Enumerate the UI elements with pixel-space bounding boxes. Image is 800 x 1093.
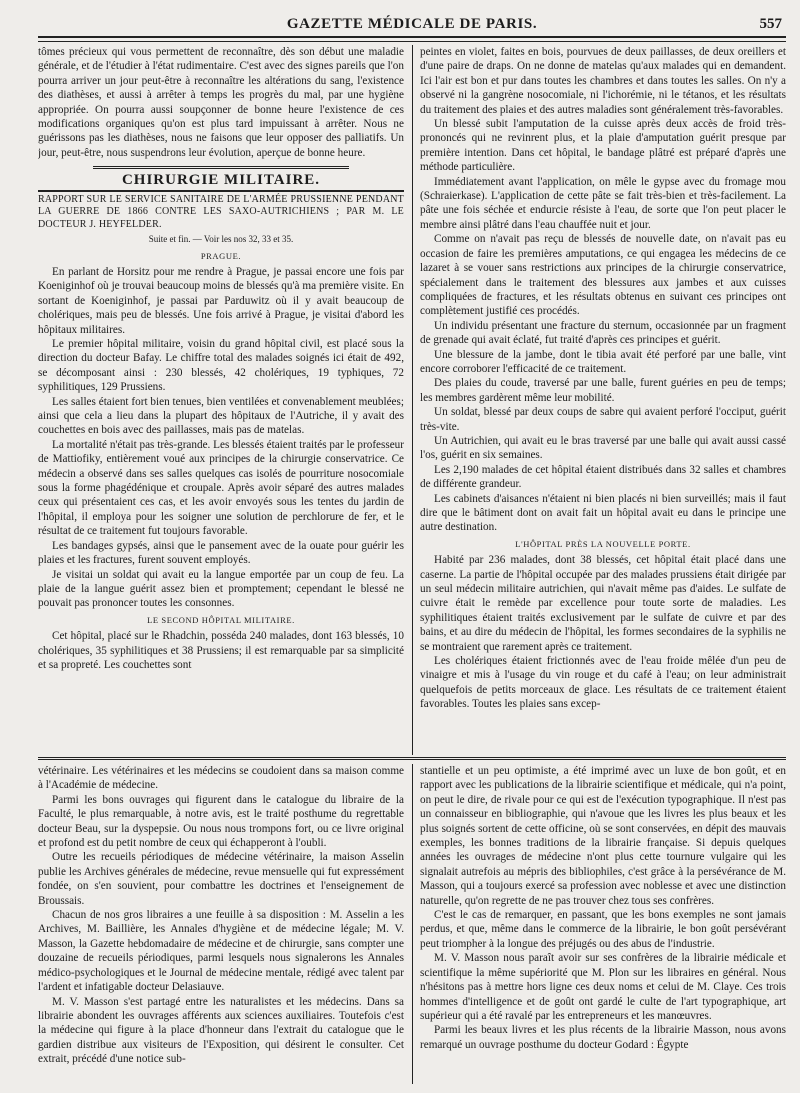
report-title: RAPPORT SUR LE SERVICE SANITAIRE DE L'ARMÉE PRUSSIENNE PENDANT LA GUERRE DE 1866 CONTRE LES SAXO-AUTRICHIENS ; PAR M. LE DOCTEUR J. HEYFELDER.: [38, 193, 404, 230]
intro-paragraph: tômes précieux qui vous permettent de reconnaître, dès son début une maladie générale, et de l'étudier à l'état rudimentaire. C'est avec des signes pareils que l'on pourra arriver un jour peut-être à reconnaître les altérations du sang, l'existence des diathèses, et aussi à arrêter à temps les progrès du mal, par une hygiène appropriée. On pourra aussi soupçonner de bonne heure l'existence de ces modifications organiques qu'on est plus tard impuissant à arrêter. Nous ne guérissons pas les diathèses, nous ne faisons que leur opposer des palliatifs. Un jour, peut-être, nous suspendrons leur évolution, aperçue de bonne heure.: [38, 46, 404, 159]
paragraph: Des plaies du coude, traversé par une balle, furent guéries en peu de temps; les membres gardèrent même leur mobilité.: [420, 377, 786, 404]
paragraph: vétérinaire. Les vétérinaires et les médecins se coudoient dans sa maison comme à l'Académie de médecine.: [38, 765, 404, 792]
paragraph: Les 2,190 malades de cet hôpital étaient distribués dans 32 salles et chambres de différente grandeur.: [420, 463, 786, 491]
paragraph: Je visitai un soldat qui avait eu la langue emportée par un coup de feu. La plaie de la langue guérit assez bien et promptement; cependant le blessé ne pouvait pas prononcer toutes les consonnes.: [38, 568, 404, 610]
journal-title: GAZETTE MÉDICALE DE PARIS.: [286, 16, 538, 32]
paragraph: Outre les recueils périodiques de médecine vétérinaire, la maison Asselin publie les Archives générales de médecine, revue mensuelle qui fut expressément fondée, on s'en souvient, pour combattre les doctrines et l'enseignement de Broussais.: [38, 851, 404, 907]
paragraph: Chacun de nos gros libraires a une feuille à sa disposition : M. Asselin a les Archives, M. Baillière, les Annales d'hygiène et de médecine légale; M. V. Masson, la Gazette hebdomadaire de médecine et de chirurgie, sans compter une douzaine de recueils périodiques, parmi lesquels nous signalerons les Annales médico-psychologiques et le Journal de médecine mentale, rédigé avec talent par l'ardent et infatigable docteur Delasiauve.: [38, 909, 404, 994]
upper-columns: [38, 45, 786, 755]
porte-heading: L'HÔPITAL PRÈS LA NOUVELLE PORTE.: [515, 538, 691, 549]
paragraph: peintes en violet, faites en bois, pourvues de deux paillasses, de deux oreillers et d'une paire de draps. On ne donne de matelas qu'aux malades qui en demandent. Ici l'air est bon et pur dans toutes les chambres et dans toutes les salles. On n'y a observé ni la gangrène nosocomiale, ni l'ichorémie, ni le tétanos, et les résultats du traitement des plaies et des autres maladies sont généralement très-favorables.: [420, 46, 786, 116]
paragraph: Immédiatement avant l'application, on mêle le gypse avec du fromage mou (Schraierkase). L'application de cette pâte se fait très-bien et très-facilement. La pâte une fois séchée et endurcie résiste à l'eau, de sorte que l'on peut placer le membre ainsi plâtré dans l'eau chauffée nuit et jour.: [420, 175, 786, 231]
paragraph: Le premier hôpital militaire, voisin du grand hôpital civil, est placé sous la direction du docteur Bafay. Le chiffre total des malades soignés ici était de 492, se décomposant ainsi : 230 blessés, 42 cholériques, 19 typhiques, 72 syphilitiques, 129 Prussiens.: [38, 338, 404, 394]
page-number: 557: [759, 16, 782, 32]
paragraph: En parlant de Horsitz pour me rendre à Prague, je passai encore une fois par Koeniginhof où je trouvai beaucoup moins de blessés qu'à ma première visite. En sortant de Koeniginhof, je passai par Parduwitz où il y avait beaucoup de cholériques, mais peu de blessés. Une fois arrivé à Prague, je visitai d'abord les hôpitaux militaires.: [38, 265, 404, 336]
paragraph: Une blessure de la jambe, dont le tibia avait été perforé par une balle, vint encore corroborer l'efficacité de ce traitement.: [420, 348, 786, 375]
lower-left-column: [38, 764, 404, 1084]
section-divider: [93, 166, 349, 169]
paragraph: Un blessé subit l'amputation de la cuisse après deux accès de froid très-prononcés qui ne revinrent plus, et la plaie d'amputation guérit presque par première intention. Dans cet hôpital, le bandage plâtré est préparé d'après une méthode particulière.: [420, 118, 786, 174]
section-title: CHIRURGIE MILITAIRE.: [38, 173, 404, 191]
paragraph: Cet hôpital, placé sur le Rhadchin, posséda 240 malades, dont 163 blessés, 10 cholériques, 35 syphilitiques et 38 Prussiens; il est remarquable par sa simplicité et sa propreté. Les couchettes sont: [38, 630, 404, 671]
paragraph: Parmi les beaux livres et les plus récents de la librairie Masson, nous avons remarqué un ouvrage posthume du docteur Godard : Égypte: [420, 1024, 786, 1051]
paragraph: Habité par 236 malades, dont 38 blessés, cet hôpital était placé dans une caserne. La partie de l'hôpital occupée par des malades prussiens était dirigée par un seul médecin militaire autrichien, qui n'avait même pas d'aides. Le sulfate de cuivre était le remède par excellence pour toute sorte de maladies. Les syphilitiques étaient traités exclusivement par le sulfate de cuivre et par des bains, et au dire du médecin de l'hôpital, les formes secondaires de la syphilis ne se montraient que rarement après ce traitement.: [420, 554, 786, 653]
paragraph: Un soldat, blessé par deux coups de sabre qui avaient perforé l'occiput, guérit très-vite.: [420, 406, 786, 433]
paragraph: Les bandages gypsés, ainsi que le pansement avec de la ouate pour guérir les plaies et les fractures, furent souvent employés.: [38, 539, 404, 567]
lower-right-column: [420, 764, 786, 1084]
suite-note: Suite et fin. — Voir les nos 32, 33 et 35.: [148, 234, 294, 245]
paragraph: Les cabinets d'aisances n'étaient ni bien placés ni bien surveillés; mais il faut dire que le bâtiment dont on avait fait un hôpital avait eu dans le principe une autre destination.: [420, 492, 786, 534]
paragraph: Un individu présentant une fracture du sternum, occasionnée par un fragment de grenade qui avait éclaté, fut traité d'après ces principes et guérit.: [420, 319, 786, 347]
paragraph: stantielle et un peu optimiste, a été imprimé avec un luxe de bon goût, et en rapport avec les publications de la librairie scientifique et médicale, qui n'a point, on peut le dire, de rivale pour ce qui est de l'exécution typographique. Il n'est pas un connaisseur en bibliographie, qui n'avoue que les livres les plus beaux et les plus soignés sortent de cette officine, où se sont conservées, en dépit des mauvais exemples, les bonnes traditions de la librairie française. Si depuis quelques années les ouvrages de médecine n'ont plus cette tournure vulgaire qui les signalait autrefois au mépris des bibliophiles, c'est grâce à la persévérance de M. Masson, qui a toujours exercé sa profession avec noblesse et avec une distinction naturelle, qu'on regrette de ne pas trouver chez tous ses confrères.: [420, 765, 786, 907]
paragraph: Un Autrichien, qui avait eu le bras traversé par une balle qui avait aussi cassé l'os, guérit en six semaines.: [420, 434, 786, 462]
paragraph: C'est le cas de remarquer, en passant, que les bons exemples ne sont jamais perdus, et que, même dans le commerce de la librairie, le bon goût persévérant peut triompher à la longue des préjugés ou des abus de l'industrie.: [420, 909, 786, 950]
paragraph: M. V. Masson s'est partagé entre les naturalistes et les médecins. Dans sa librairie abondent les ouvrages afférents aux sciences auxiliaires. Toutefois c'est la médecine qui figure à la place d'honneur dans l'extrait du catalogue que le gardien distribue aux visiteurs de l'Exposition, qui désirent le consulter. Cet extrait, précédé d'une notice sub-: [38, 995, 404, 1066]
column-rule: [412, 764, 413, 1084]
page-header: [38, 14, 786, 38]
left-column: [38, 45, 404, 755]
prague-heading: PRAGUE.: [200, 250, 242, 261]
paragraph: La mortalité n'était pas très-grande. Les blessés étaient traités par le professeur de Mattiofiky, entièrement voué aux principes de la chirurgie conservatrice. Ce médecin a observé dans ses salles quelques cas isolés de pourriture nosocomiale sous la forme phagédénique et croupale. Après avoir séparé des autres malades ceux qui présentaient ces cas, et les avoir envoyés sous les tentes du jardin de l'hôpital, il employa pour les soigner une solution de perchlorure de fer, et le résultat de ce traitement fut toujours favorable.: [38, 438, 404, 538]
paragraph: Parmi les bons ouvrages qui figurent dans le catalogue du libraire de la Faculté, le plus remarquable, à notre avis, est le traité posthume du regrettable docteur Beau, sur la dyspepsie. Ou nous nous trompons fort, ou ce livre original et profond est du petit nombre de ceux qui échapperont à l'oubli.: [38, 793, 404, 850]
second-hospital-heading: LE SECOND HÔPITAL MILITAIRE.: [147, 614, 295, 625]
paragraph: Les cholériques étaient frictionnés avec de l'eau froide mêlée d'un peu de vinaigre et mis à l'usage du vin rouge et du café à l'eau; on leur administrait quelquefois de petits morceaux de glace. Les résultats de ce traitement étaient favorables. Toutes les plaies sans excep-: [420, 655, 786, 711]
paragraph: Les salles étaient fort bien tenues, bien ventilées et convenablement meublées; ainsi que cela a lieu dans la plupart des hôpitaux de l'Autriche, il y avait des couchettes en bois avec des paillasses, mais pas de matelas.: [38, 395, 404, 437]
paragraph: Comme on n'avait pas reçu de blessés de nouvelle date, on n'avait pas eu occasion de faire les premières amputations, ce qui engagea les médecins de ce lazaret à se vouer sans restrictions aux principes de la chirurgie conservatrice, spécialement dans le traitement des blessures aux jambes et aux cuisses compliquées de fractures, et les résultats obtenus en suivant ces principes ont complètement justifié ces procédés.: [420, 233, 786, 318]
lower-columns: [38, 757, 786, 1084]
paragraph: M. V. Masson nous paraît avoir sur ses confrères de la librairie médicale et scientifique la même supériorité que M. Plon sur les libraires en général. Nous n'hésitons pas à mettre hors ligne ces deux noms et celui de M. Claye. Ces trois hommes d'intelligence et de goût ont gardé le culte de l'art typographique, art supérieur qui a été ravalé par les entrepreneurs et les manœuvres.: [420, 952, 786, 1022]
header-rule: [38, 38, 786, 42]
column-rule: [412, 45, 413, 755]
right-column: [420, 45, 786, 755]
